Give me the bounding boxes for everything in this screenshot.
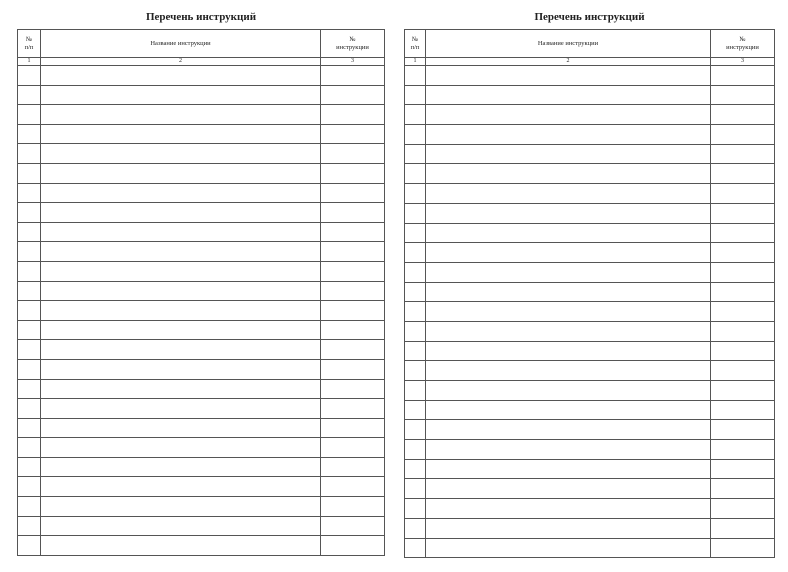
cell-num[interactable] — [405, 223, 426, 243]
cell-instr-num[interactable] — [711, 459, 775, 479]
cell-name[interactable] — [426, 66, 711, 86]
cell-instr-num[interactable] — [321, 301, 385, 321]
page-title: Перечень инструкций — [145, 11, 257, 23]
cell-num[interactable] — [18, 399, 41, 419]
cell-instr-num[interactable] — [711, 518, 775, 538]
cell-num[interactable] — [18, 340, 41, 360]
cell-num[interactable] — [18, 359, 41, 379]
table-row — [405, 381, 775, 401]
cell-instr-num[interactable] — [711, 499, 775, 519]
cell-instr-num[interactable] — [711, 321, 775, 341]
cell-num[interactable] — [18, 183, 41, 203]
cell-name[interactable] — [426, 518, 711, 538]
table-row — [18, 516, 385, 536]
column-number: 3 — [321, 58, 385, 66]
table-row — [405, 282, 775, 302]
table-row — [405, 262, 775, 282]
table-row — [18, 418, 385, 438]
cell-instr-num[interactable] — [321, 516, 385, 536]
cell-instr-num[interactable] — [321, 242, 385, 262]
table-row — [405, 85, 775, 105]
cell-num[interactable] — [18, 85, 41, 105]
instructions-table — [17, 29, 385, 556]
cell-num[interactable] — [405, 381, 426, 401]
cell-instr-num[interactable] — [711, 164, 775, 184]
table-row — [405, 243, 775, 263]
cell-num[interactable] — [18, 281, 41, 301]
cell-instr-num[interactable] — [321, 438, 385, 458]
cell-num[interactable] — [18, 203, 41, 223]
cell-num[interactable] — [18, 124, 41, 144]
cell-name[interactable] — [426, 262, 711, 282]
cell-name[interactable] — [426, 400, 711, 420]
table-row — [18, 536, 385, 556]
table-row — [405, 144, 775, 164]
cell-num[interactable] — [405, 499, 426, 519]
cell-name[interactable] — [426, 440, 711, 460]
table-row — [18, 261, 385, 281]
cell-instr-num[interactable] — [711, 341, 775, 361]
cell-instr-num[interactable] — [321, 399, 385, 419]
cell-num[interactable] — [18, 497, 41, 517]
cell-num[interactable] — [18, 66, 41, 86]
column-number: 3 — [711, 58, 775, 66]
cell-instr-num[interactable] — [321, 203, 385, 223]
cell-num[interactable] — [18, 516, 41, 536]
cell-instr-num[interactable] — [321, 105, 385, 125]
table-row — [18, 340, 385, 360]
cell-num[interactable] — [18, 163, 41, 183]
cell-instr-num[interactable] — [321, 418, 385, 438]
cell-num[interactable] — [405, 184, 426, 204]
cell-num[interactable] — [18, 418, 41, 438]
cell-name[interactable] — [426, 479, 711, 499]
cell-name[interactable] — [41, 379, 321, 399]
cell-instr-num[interactable] — [321, 261, 385, 281]
cell-num[interactable] — [405, 164, 426, 184]
table-row — [405, 459, 775, 479]
header-instr-num: № инструкции — [711, 30, 775, 58]
cell-num[interactable] — [405, 420, 426, 440]
cell-instr-num[interactable] — [711, 85, 775, 105]
cell-name[interactable] — [426, 538, 711, 558]
cell-name[interactable] — [41, 359, 321, 379]
table-row — [18, 66, 385, 86]
cell-name[interactable] — [41, 163, 321, 183]
table-row — [405, 223, 775, 243]
cell-name[interactable] — [41, 105, 321, 125]
cell-name[interactable] — [41, 418, 321, 438]
cell-num[interactable] — [405, 125, 426, 145]
cell-name[interactable] — [41, 438, 321, 458]
cell-num[interactable] — [18, 301, 41, 321]
table-row — [405, 184, 775, 204]
cell-name[interactable] — [41, 144, 321, 164]
cell-instr-num[interactable] — [321, 340, 385, 360]
table-row — [405, 125, 775, 145]
cell-name[interactable] — [426, 85, 711, 105]
cell-num[interactable] — [405, 321, 426, 341]
cell-num[interactable] — [405, 440, 426, 460]
header-num: № п/п — [405, 30, 426, 58]
cell-instr-num[interactable] — [321, 144, 385, 164]
cell-num[interactable] — [405, 479, 426, 499]
table-row — [405, 518, 775, 538]
cell-instr-num[interactable] — [711, 302, 775, 322]
table-row — [18, 105, 385, 125]
table-row — [18, 359, 385, 379]
cell-instr-num[interactable] — [321, 457, 385, 477]
table-row — [18, 144, 385, 164]
cell-num[interactable] — [405, 203, 426, 223]
cell-name[interactable] — [426, 164, 711, 184]
cell-name[interactable] — [41, 320, 321, 340]
cell-instr-num[interactable] — [321, 320, 385, 340]
cell-name[interactable] — [426, 105, 711, 125]
cell-name[interactable] — [426, 321, 711, 341]
cell-instr-num[interactable] — [711, 66, 775, 86]
cell-name[interactable] — [41, 242, 321, 262]
cell-num[interactable] — [405, 66, 426, 86]
cell-num[interactable] — [405, 538, 426, 558]
cell-instr-num[interactable] — [321, 359, 385, 379]
cell-name[interactable] — [41, 85, 321, 105]
cell-instr-num[interactable] — [711, 381, 775, 401]
cell-name[interactable] — [41, 222, 321, 242]
table-row — [18, 124, 385, 144]
cell-name[interactable] — [41, 457, 321, 477]
cell-name[interactable] — [41, 477, 321, 497]
cell-num[interactable] — [405, 361, 426, 381]
cell-instr-num[interactable] — [711, 262, 775, 282]
cell-name[interactable] — [41, 301, 321, 321]
cell-instr-num[interactable] — [711, 105, 775, 125]
table-row — [405, 105, 775, 125]
cell-num[interactable] — [405, 105, 426, 125]
table-row — [18, 163, 385, 183]
cell-num[interactable] — [405, 85, 426, 105]
cell-name[interactable] — [41, 124, 321, 144]
cell-name[interactable] — [426, 361, 711, 381]
table-row — [405, 499, 775, 519]
cell-num[interactable] — [18, 222, 41, 242]
cell-num[interactable] — [405, 518, 426, 538]
cell-instr-num[interactable] — [321, 163, 385, 183]
table-row — [18, 281, 385, 301]
cell-num[interactable] — [405, 341, 426, 361]
cell-instr-num[interactable] — [711, 203, 775, 223]
cell-instr-num[interactable] — [711, 420, 775, 440]
table-row — [18, 222, 385, 242]
table-row — [18, 85, 385, 105]
cell-name[interactable] — [426, 144, 711, 164]
table-row — [405, 66, 775, 86]
cell-name[interactable] — [426, 420, 711, 440]
table-row — [18, 320, 385, 340]
table-row — [405, 321, 775, 341]
cell-instr-num[interactable] — [711, 538, 775, 558]
table-row — [18, 477, 385, 497]
column-number: 1 — [405, 58, 426, 66]
cell-num[interactable] — [18, 144, 41, 164]
table-row — [18, 203, 385, 223]
cell-name[interactable] — [426, 184, 711, 204]
cell-name[interactable] — [426, 203, 711, 223]
table-row — [18, 242, 385, 262]
cell-instr-num[interactable] — [711, 361, 775, 381]
header-num: № п/п — [18, 30, 41, 58]
table-row — [405, 361, 775, 381]
table-row — [405, 302, 775, 322]
cell-name[interactable] — [41, 66, 321, 86]
header-name: Название инструкции — [426, 30, 711, 58]
cell-name[interactable] — [426, 499, 711, 519]
table-row — [405, 341, 775, 361]
cell-name[interactable] — [426, 302, 711, 322]
table-row — [18, 457, 385, 477]
cell-name[interactable] — [41, 516, 321, 536]
table-row — [18, 301, 385, 321]
table-row — [405, 164, 775, 184]
cell-name[interactable] — [426, 459, 711, 479]
header-name: Название инструкции — [41, 30, 321, 58]
cell-name[interactable] — [426, 243, 711, 263]
cell-instr-num[interactable] — [321, 536, 385, 556]
cell-num[interactable] — [405, 302, 426, 322]
cell-instr-num[interactable] — [711, 144, 775, 164]
cell-num[interactable] — [18, 477, 41, 497]
cell-name[interactable] — [426, 125, 711, 145]
table-row — [18, 438, 385, 458]
cell-num[interactable] — [405, 243, 426, 263]
table-row — [405, 479, 775, 499]
cell-num[interactable] — [18, 105, 41, 125]
cell-instr-num[interactable] — [711, 184, 775, 204]
cell-instr-num[interactable] — [321, 85, 385, 105]
instructions-table — [404, 29, 775, 558]
cell-num[interactable] — [18, 438, 41, 458]
cell-name[interactable] — [41, 281, 321, 301]
cell-name[interactable] — [41, 183, 321, 203]
cell-num[interactable] — [405, 400, 426, 420]
cell-instr-num[interactable] — [321, 222, 385, 242]
cell-name[interactable] — [41, 203, 321, 223]
cell-name[interactable] — [41, 261, 321, 281]
table-row — [405, 440, 775, 460]
column-number: 2 — [41, 58, 321, 66]
cell-instr-num[interactable] — [321, 124, 385, 144]
cell-instr-num[interactable] — [711, 282, 775, 302]
table-row — [18, 497, 385, 517]
cell-name[interactable] — [41, 399, 321, 419]
cell-num[interactable] — [18, 457, 41, 477]
cell-num[interactable] — [405, 144, 426, 164]
table-row — [405, 400, 775, 420]
cell-instr-num[interactable] — [321, 477, 385, 497]
table-row — [405, 538, 775, 558]
cell-instr-num[interactable] — [711, 223, 775, 243]
cell-instr-num[interactable] — [321, 281, 385, 301]
cell-name[interactable] — [41, 536, 321, 556]
cell-instr-num[interactable] — [711, 400, 775, 420]
cell-instr-num[interactable] — [321, 183, 385, 203]
cell-instr-num[interactable] — [321, 379, 385, 399]
cell-name[interactable] — [426, 381, 711, 401]
table-row — [405, 420, 775, 440]
cell-num[interactable] — [18, 242, 41, 262]
cell-instr-num[interactable] — [711, 243, 775, 263]
cell-num[interactable] — [18, 261, 41, 281]
column-number: 2 — [426, 58, 711, 66]
cell-instr-num[interactable] — [711, 125, 775, 145]
cell-num[interactable] — [405, 282, 426, 302]
column-number: 1 — [18, 58, 41, 66]
header-instr-num: № инструкции — [321, 30, 385, 58]
cell-name[interactable] — [426, 341, 711, 361]
cell-num[interactable] — [405, 262, 426, 282]
cell-num[interactable] — [18, 379, 41, 399]
cell-instr-num[interactable] — [321, 66, 385, 86]
table-row — [405, 203, 775, 223]
cell-instr-num[interactable] — [321, 497, 385, 517]
cell-num[interactable] — [18, 320, 41, 340]
table-row — [18, 399, 385, 419]
cell-name[interactable] — [426, 282, 711, 302]
cell-instr-num[interactable] — [711, 440, 775, 460]
table-row — [18, 379, 385, 399]
cell-name[interactable] — [41, 497, 321, 517]
cell-name[interactable] — [41, 340, 321, 360]
cell-num[interactable] — [18, 536, 41, 556]
table-row — [18, 183, 385, 203]
cell-instr-num[interactable] — [711, 479, 775, 499]
cell-name[interactable] — [426, 223, 711, 243]
cell-num[interactable] — [405, 459, 426, 479]
page-title: Перечень инструкций — [534, 11, 645, 23]
